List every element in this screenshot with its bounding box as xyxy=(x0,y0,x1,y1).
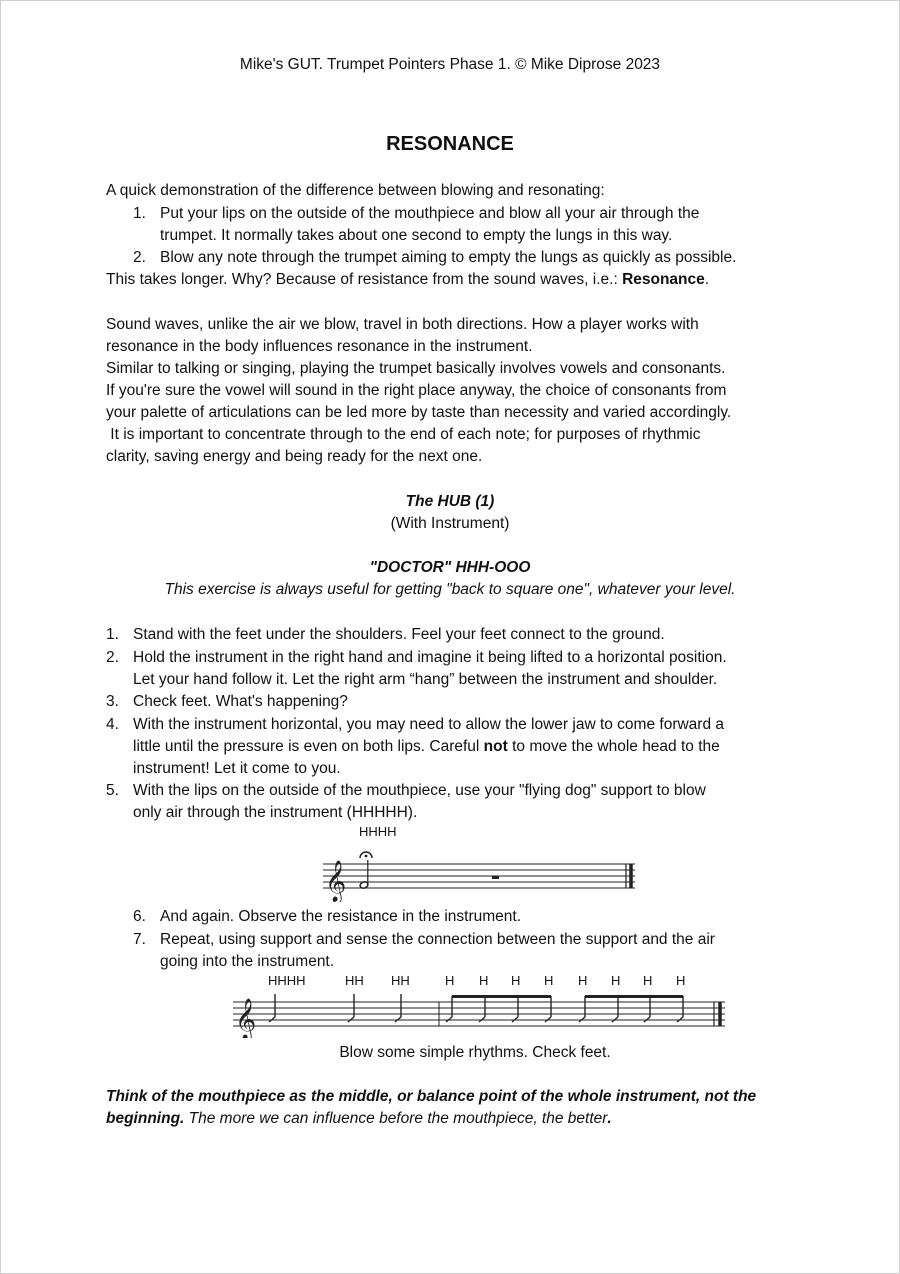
staff-2-label-3: HH xyxy=(391,973,410,988)
step-2-line-1: Hold the instrument in the right hand and imagine it being lifted to a horizontal position. xyxy=(133,649,727,666)
body-line-5: your palette of articulations can be led more by taste than necessity and varied accordingly. xyxy=(106,404,732,421)
staff-1-lines xyxy=(323,864,635,888)
step-3-line-1: Check feet. What's happening? xyxy=(133,693,348,710)
intro-lead: A quick demonstration of the difference between blowing and resonating: xyxy=(106,182,605,199)
intro-conclusion-text: This takes longer. Why? Because of resistance from the sound waves, i.e.: xyxy=(106,271,623,288)
staff-2-label-11: H xyxy=(676,973,686,988)
step-5-line-2: only air through the instrument (HHHHH). xyxy=(133,804,418,821)
beam-2 xyxy=(585,995,683,998)
staff-2-label-5: H xyxy=(479,973,489,988)
staff-2-label-1: HHHH xyxy=(268,973,306,988)
closing-line-2 xyxy=(106,1108,806,1131)
step-1-number: 1. xyxy=(106,626,119,643)
step-7-number: 7. xyxy=(133,931,146,948)
intro-conclusion-end: . xyxy=(704,271,710,288)
hub-subtitle: (With Instrument) xyxy=(390,515,510,532)
staff-2-label-2: HH xyxy=(345,973,364,988)
staff-2-label-8: H xyxy=(578,973,588,988)
half-rest-icon xyxy=(492,876,499,879)
exercise-title: "DOCTOR" HHH-OOO xyxy=(369,559,531,576)
step-4-line-3: instrument! Let it come to you. xyxy=(133,760,341,777)
intro-step-2-number: 2. xyxy=(133,249,146,266)
step-4-line-2-text: little until the pressure is even on both lips. Careful xyxy=(133,738,484,755)
body-line-6: It is important to concentrate through to the end of each note; for purposes of rhythmic xyxy=(106,426,701,443)
step-4-bold-not: not xyxy=(483,738,508,755)
staff-2-notation xyxy=(230,986,730,1038)
closing-bold-beginning: beginning. xyxy=(106,1110,185,1127)
staff-1-label: HHHH xyxy=(359,824,397,839)
step-7-line-1: Repeat, using support and sense the connection between the support and the air xyxy=(160,931,715,948)
step-4-line-2-rest: to move the whole head to the xyxy=(507,738,720,755)
staff-2-caption: Blow some simple rhythms. Check feet. xyxy=(339,1044,611,1061)
eighth-notes-group-1 xyxy=(446,996,551,1022)
staff-2-label-6: H xyxy=(511,973,521,988)
staff-2-label-4: H xyxy=(445,973,455,988)
staff-2-label-10: H xyxy=(643,973,653,988)
step-4-line-1: With the instrument horizontal, you may need to allow the lower jaw to come forward a xyxy=(133,716,724,733)
closing-line-1: Think of the mouthpiece as the middle, or balance point of the whole instrument, not the xyxy=(106,1088,757,1105)
staff-2-label-7: H xyxy=(544,973,554,988)
step-6-line-1: And again. Observe the resistance in the instrument. xyxy=(160,908,522,925)
staff-2-label-9: H xyxy=(611,973,621,988)
step-4-line-2 xyxy=(133,736,720,759)
exercise-note: This exercise is always useful for getting "back to square one", whatever your level. xyxy=(164,581,736,598)
step-6-number: 6. xyxy=(133,908,146,925)
body-line-4: If you're sure the vowel will sound in the right place anyway, the choice of consonants from xyxy=(106,382,727,399)
page-header: Mike's GUT. Trumpet Pointers Phase 1. © Mike Diprose 2023 xyxy=(239,56,661,73)
treble-clef-icon: 𝄞 xyxy=(325,860,347,901)
step-5-line-1: With the lips on the outside of the mouthpiece, use your "flying dog" support to blow xyxy=(133,782,706,799)
step-2-number: 2. xyxy=(106,649,119,666)
intro-step-1-line-2: trumpet. It normally takes about one second to empty the lungs in this way. xyxy=(160,227,673,244)
step-3-number: 3. xyxy=(106,693,119,710)
body-line-3: Similar to talking or singing, playing the trumpet basically involves vowels and consonants. xyxy=(106,360,726,377)
intro-step-2-line-1: Blow any note through the trumpet aiming to empty the lungs as quickly as possible. xyxy=(160,249,737,266)
closing-end: . xyxy=(607,1110,612,1127)
eighth-notes-group-2 xyxy=(579,996,683,1022)
closing-italic: The more we can influence before the mouthpiece, the better xyxy=(184,1110,608,1127)
intro-step-1-line-1: Put your lips on the outside of the mouthpiece and blow all your air through the xyxy=(160,205,700,222)
step-5-number: 5. xyxy=(106,782,119,799)
intro-step-1-number: 1. xyxy=(133,205,146,222)
treble-clef-icon: 𝄞 xyxy=(235,998,257,1038)
step-4-number: 4. xyxy=(106,716,119,733)
body-line-2: resonance in the body influences resonance in the instrument. xyxy=(106,338,533,355)
beam-1 xyxy=(452,995,551,998)
staff-2-lines xyxy=(233,1002,725,1026)
intro-conclusion xyxy=(106,269,806,292)
page-title: RESONANCE xyxy=(386,133,514,155)
intro-conclusion-bold: Resonance xyxy=(622,271,705,288)
hub-title: The HUB (1) xyxy=(405,493,495,510)
step-7-line-2: going into the instrument. xyxy=(160,953,335,970)
body-line-7: clarity, saving energy and being ready for the next one. xyxy=(106,448,483,465)
step-2-line-2: Let your hand follow it. Let the right arm “hang” between the instrument and shoulder. xyxy=(133,671,718,688)
staff-1-notation xyxy=(320,840,640,902)
step-1-line-1: Stand with the feet under the shoulders. Feel your feet connect to the ground. xyxy=(133,626,665,643)
body-line-1: Sound waves, unlike the air we blow, travel in both directions. How a player works with xyxy=(106,316,699,333)
